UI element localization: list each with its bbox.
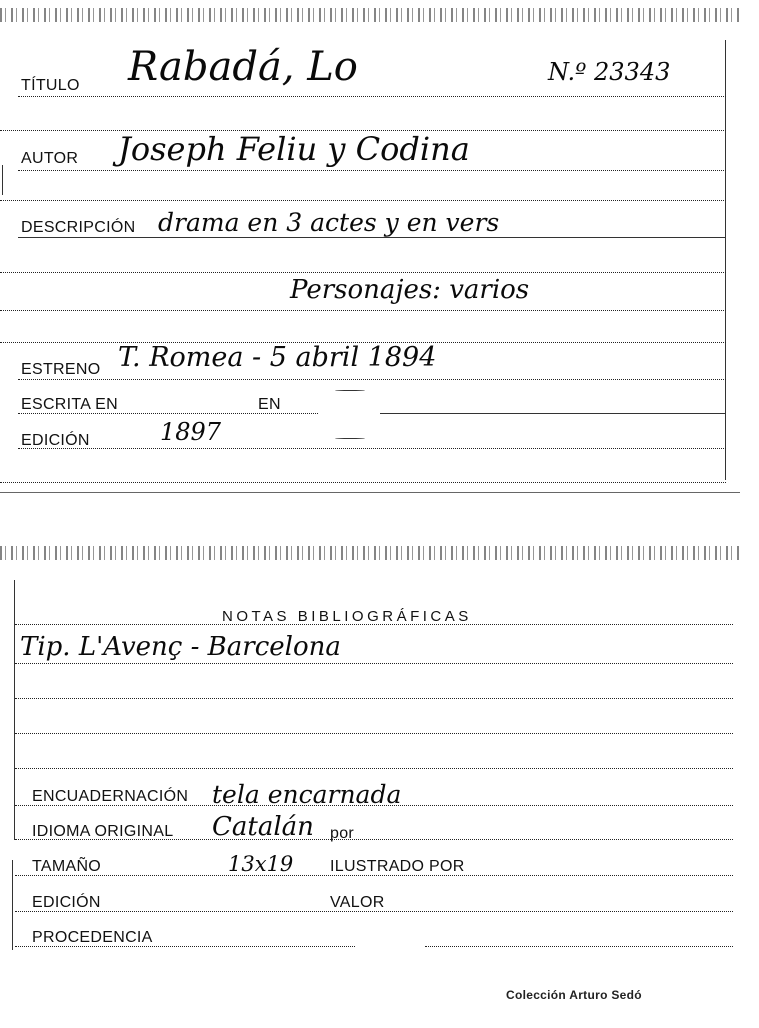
rule-notas-line-1 (15, 663, 733, 664)
catalog-card-back (0, 540, 759, 1028)
rule-personajes (0, 310, 726, 311)
rule-procedencia-2 (425, 946, 733, 947)
label-autor: AUTOR (21, 150, 79, 167)
card-right-border (725, 40, 726, 480)
handwritten-number: N.º 23343 (548, 58, 671, 86)
card-left-mark (2, 165, 3, 195)
rule-escrita-en (380, 413, 726, 414)
label-por: por (330, 825, 355, 842)
label-idioma: IDIOMA ORIGINAL (32, 823, 174, 840)
label-estreno: ESTRENO (21, 361, 101, 378)
rule-notas-line-4 (15, 768, 733, 769)
handwritten-encuadernacion: tela encarnada (212, 780, 402, 809)
label-titulo: TÍTULO (21, 77, 80, 94)
label-descripcion: DESCRIPCIÓN (21, 219, 136, 236)
label-edicion: EDICIÓN (21, 432, 90, 449)
label-edicion-2: EDICIÓN (32, 894, 101, 911)
catalog-card-front (0, 0, 759, 495)
handwritten-notas: Tip. L'Avenç - Barcelona (20, 632, 341, 662)
handwritten-descripcion-1: drama en 3 actes y en vers (158, 208, 500, 237)
label-encuadernacion: ENCUADERNACIÓN (32, 788, 189, 805)
card-separator (0, 492, 740, 493)
card-left-border-lower (12, 860, 13, 950)
ink-smudge (335, 390, 365, 391)
ink-smudge (335, 438, 365, 439)
handwritten-titulo: Rabadá, Lo (128, 44, 358, 90)
label-tamano: TAMAÑO (32, 858, 102, 875)
rule-edicion (18, 448, 726, 449)
scan-speckle-band (0, 8, 741, 22)
rule-bottom (0, 482, 726, 483)
rule-estreno (18, 379, 726, 380)
label-en: EN (258, 396, 281, 413)
footer-collection: Colección Arturo Sedó (506, 988, 642, 1002)
rule-blank-3 (0, 272, 726, 273)
rule-descripcion (18, 237, 726, 238)
label-valor: VALOR (330, 894, 385, 911)
rule-blank-2 (0, 200, 726, 201)
card-left-border (14, 580, 15, 840)
handwritten-descripcion-2: Personajes: varios (290, 275, 530, 305)
scan-speckle-band (0, 546, 741, 560)
rule-notas-line-3 (15, 733, 733, 734)
label-procedencia: PROCEDENCIA (32, 929, 153, 946)
label-notas: NOTAS BIBLIOGRÁFICAS (222, 608, 472, 625)
handwritten-idioma: Catalán (212, 812, 314, 842)
handwritten-edicion: 1897 (160, 418, 222, 446)
rule-titulo (18, 96, 726, 97)
rule-notas-line-2 (15, 698, 733, 699)
handwritten-tamano: 13x19 (228, 852, 294, 876)
handwritten-autor: Joseph Feliu y Codina (118, 130, 470, 168)
label-ilustrado: ILUSTRADO POR (330, 858, 465, 875)
handwritten-estreno: T. Romea - 5 abril 1894 (118, 342, 437, 373)
label-escrita-en: ESCRITA EN (21, 396, 118, 413)
rule-autor (18, 170, 726, 171)
